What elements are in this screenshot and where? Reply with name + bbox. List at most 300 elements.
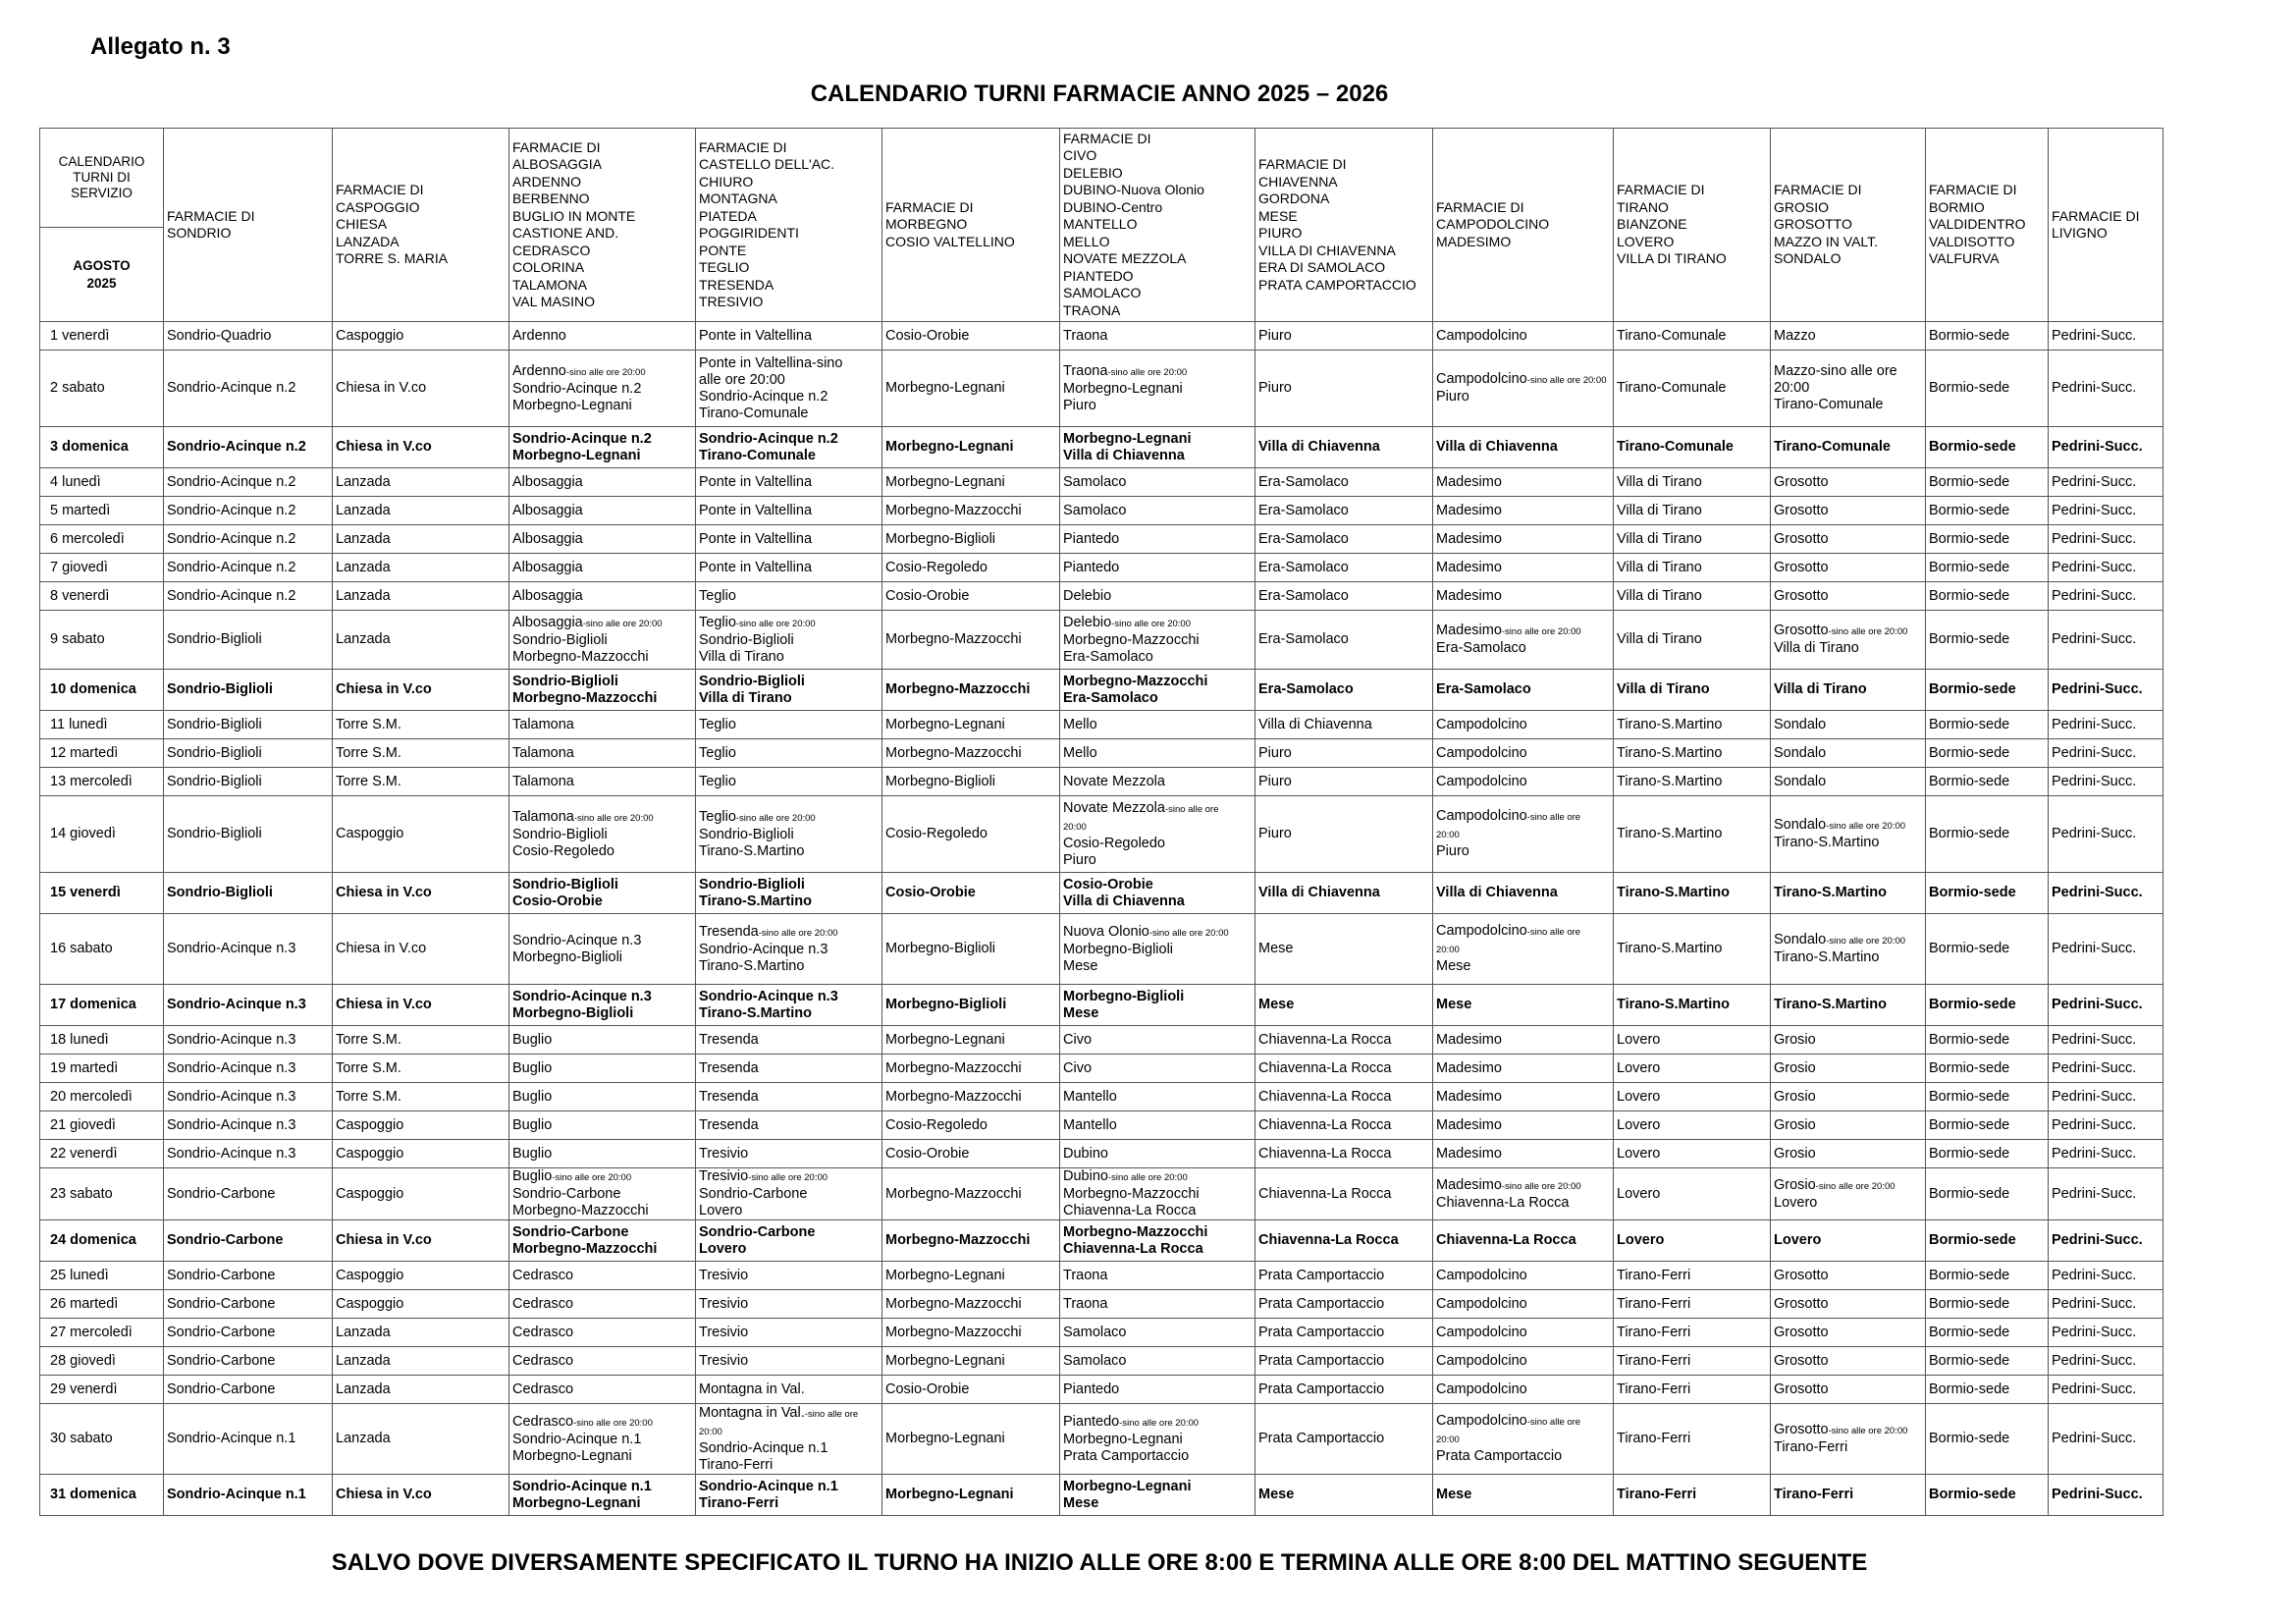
pharmacy-cell (1060, 1220, 1255, 1262)
column-header-line: CASTIONE AND. (512, 225, 619, 241)
pharmacy-name: Lovero (1617, 1116, 1661, 1133)
pharmacy-cell (509, 1140, 696, 1168)
pharmacy-name: Morbegno-Legnani (885, 439, 1014, 455)
pharmacy-name: Sondrio-Biglioli (167, 885, 273, 900)
pharmacy-name: Tirano-Ferri (699, 1456, 774, 1473)
pharmacy-name: Villa di Tirano (1617, 631, 1702, 647)
pharmacy-name: Sondrio-Carbone (167, 1324, 276, 1340)
pharmacy-name (512, 363, 692, 381)
pharmacy-cell (1614, 1111, 1771, 1140)
pharmacy-cell (882, 1475, 1060, 1516)
pharmacy-cell (2049, 1290, 2163, 1319)
pharmacy-cell (2049, 1055, 2163, 1083)
pharmacy-cell (164, 873, 333, 914)
day-cell: 23 sabato (40, 1168, 164, 1220)
pharmacy-name: Lovero (1774, 1232, 1822, 1248)
pharmacy-cell (882, 525, 1060, 554)
pharmacy-name (1436, 941, 1610, 958)
pharmacy-cell (882, 739, 1060, 768)
pharmacy-name: Tirano-Ferri (1617, 1487, 1697, 1502)
pharmacy-cell (1771, 796, 1926, 873)
pharmacy-cell (1771, 670, 1926, 711)
pharmacy-name: Sondrio-Carbone (699, 1186, 808, 1202)
pharmacy-cell (2049, 1111, 2163, 1140)
pharmacy-cell (1926, 1262, 2049, 1290)
pharmacy-name: Pedrini-Succ. (2052, 439, 2143, 455)
column-header-line: FARMACIE DI (1774, 182, 1862, 198)
pharmacy-name: Sondrio-Biglioli (512, 826, 608, 842)
pharmacy-name: Tresivio (699, 1295, 749, 1312)
pharmacy-name: Buglio (512, 1088, 553, 1105)
pharmacy-name: Chiavenna-La Rocca (1258, 1116, 1392, 1133)
pharmacy-name: Mese (1436, 1487, 1472, 1502)
pharmacy-name: Morbegno-Mazzocchi (885, 1232, 1031, 1248)
pharmacy-name: Tirano-Comunale (699, 405, 809, 421)
pharmacy-name: Sondrio-Acinque n.1 (699, 1478, 838, 1494)
pharmacy-cell (164, 351, 333, 427)
pharmacy-name-text: Cedrasco (512, 1413, 574, 1430)
pharmacy-cell (1433, 670, 1614, 711)
day-cell: 16 sabato (40, 914, 164, 985)
pharmacy-name: Morbegno-Biglioli (885, 941, 996, 956)
time-limit-note: -sino alle ore (1164, 803, 1219, 815)
pharmacy-cell (1771, 739, 1926, 768)
pharmacy-name: Piuro (1436, 843, 1469, 859)
pharmacy-name: Buglio (512, 1059, 553, 1076)
time-limit-note: -sino alle ore (1526, 1417, 1581, 1428)
pharmacy-name (1063, 818, 1252, 836)
pharmacy-name: Buglio (512, 1116, 553, 1133)
pharmacy-name-text: Nuova Olonio (1063, 923, 1149, 940)
column-header-11 (1926, 129, 2049, 322)
pharmacy-cell (1926, 796, 2049, 873)
pharmacy-cell (333, 1055, 509, 1083)
column-header-line: FARMACIE DI (1063, 130, 1151, 146)
column-header-line: FARMACIE DI (885, 198, 974, 215)
pharmacy-name: Mese (1063, 1004, 1099, 1021)
column-header-line: VALFURVA (1929, 250, 2000, 267)
pharmacy-name: Sondrio-Biglioli (699, 673, 805, 689)
pharmacy-name: Pedrini-Succ. (2052, 773, 2137, 789)
pharmacy-cell (1433, 1140, 1614, 1168)
pharmacy-cell (696, 1220, 882, 1262)
column-header-line: PRATA CAMPORTACCIO (1258, 276, 1416, 293)
pharmacy-cell (509, 497, 696, 525)
pharmacy-cell (1060, 670, 1255, 711)
pharmacy-cell (1255, 468, 1433, 497)
time-limit-note: -sino alle ore 20:00 (1501, 626, 1581, 637)
column-header-line: CHIAVENNA (1258, 173, 1338, 189)
pharmacy-name-text: Sondalo (1774, 817, 1827, 833)
column-header-line: FARMACIE DI (1617, 182, 1705, 198)
column-header-line: ARDENNO (512, 173, 582, 189)
pharmacy-cell (1060, 1319, 1255, 1347)
pharmacy-name: Morbegno-Mazzocchi (885, 1324, 1022, 1340)
pharmacy-name: Era-Samolaco (1258, 530, 1349, 547)
pharmacy-cell (509, 468, 696, 497)
time-limit-note: -sino alle ore 20:00 (1501, 1180, 1581, 1192)
day-cell: 22 venerdì (40, 1140, 164, 1168)
pharmacy-name: Grosio (1774, 1145, 1816, 1162)
pharmacy-name: Prata Camportaccio (1258, 1431, 1385, 1446)
time-limit-note: -sino alle ore (804, 1408, 859, 1420)
pharmacy-cell (1771, 554, 1926, 582)
pharmacy-name: Lovero (1617, 1145, 1661, 1162)
pharmacy-cell (1060, 468, 1255, 497)
pharmacy-cell (164, 1290, 333, 1319)
pharmacy-name: Mazzo-sino alle ore (1774, 363, 1897, 379)
column-header-line: CASTELLO DELL'AC. (699, 156, 835, 172)
pharmacy-name (699, 1168, 879, 1186)
pharmacy-cell (1060, 1083, 1255, 1111)
pharmacy-name: Lovero (699, 1203, 743, 1218)
pharmacy-name: Chiavenna-La Rocca (1258, 1031, 1392, 1048)
pharmacy-name: Villa di Tirano (1617, 502, 1702, 518)
time-limit-note: -sino alle ore 20:00 (573, 812, 654, 824)
pharmacy-name (1774, 623, 1922, 640)
pharmacy-name: Traona (1063, 1295, 1108, 1312)
footer-note: SALVO DOVE DIVERSAMENTE SPECIFICATO IL TURNO HA INIZIO ALLE ORE 8:00 E TERMINA ALLE ORE 8:00 DEL MATTINO SEGUENTE (331, 1549, 1868, 1576)
pharmacy-cell (1060, 873, 1255, 914)
pharmacy-name: Chiesa in V.co (336, 681, 432, 697)
pharmacy-cell (1771, 1220, 1926, 1262)
pharmacy-cell (1433, 711, 1614, 739)
pharmacy-cell (333, 497, 509, 525)
pharmacy-cell (2049, 768, 2163, 796)
pharmacy-name: Buglio (512, 1031, 553, 1048)
pharmacy-cell (1433, 351, 1614, 427)
pharmacy-cell (333, 1083, 509, 1111)
pharmacy-name: Bormio-sede (1929, 773, 2010, 789)
pharmacy-name: Villa di Chiavenna (1063, 893, 1185, 909)
pharmacy-name: Bormio-sede (1929, 502, 2010, 518)
pharmacy-name: Sondrio-Acinque n.3 (512, 988, 652, 1004)
pharmacy-cell (1255, 1111, 1433, 1140)
pharmacy-name: Bormio-sede (1929, 681, 2016, 697)
table-row (40, 1347, 2163, 1376)
pharmacy-cell (1255, 1026, 1433, 1055)
time-limit-note: -sino alle ore 20:00 (565, 366, 646, 378)
column-header-line: MELLO (1063, 233, 1110, 249)
pharmacy-name: Sondrio-Carbone (167, 1352, 276, 1369)
pharmacy-cell (1060, 1475, 1255, 1516)
pharmacy-name: Sondrio-Acinque n.2 (167, 473, 296, 490)
pharmacy-cell (882, 1083, 1060, 1111)
pharmacy-name: Mello (1063, 716, 1097, 732)
pharmacy-name: Morbegno-Legnani (885, 380, 1005, 396)
pharmacy-name: Sondalo (1774, 744, 1827, 761)
pharmacy-name: alle ore 20:00 (699, 371, 785, 388)
pharmacy-cell (696, 611, 882, 670)
pharmacy-name: Sondrio-Biglioli (512, 876, 618, 893)
pharmacy-cell (509, 1083, 696, 1111)
pharmacy-name: Villa di Tirano (1774, 640, 1859, 656)
pharmacy-name: Lovero (1617, 1059, 1661, 1076)
pharmacy-name: Sondrio-Biglioli (699, 631, 794, 648)
pharmacy-cell (696, 739, 882, 768)
pharmacy-cell (1614, 554, 1771, 582)
pharmacy-name-text: Grosotto (1774, 1422, 1829, 1437)
pharmacy-name: Mazzo (1774, 327, 1816, 344)
pharmacy-name: Pedrini-Succ. (2052, 473, 2137, 490)
pharmacy-cell (1771, 525, 1926, 554)
pharmacy-name: Prata Camportaccio (1258, 1295, 1385, 1312)
pharmacy-name: Pedrini-Succ. (2052, 1116, 2137, 1133)
pharmacy-name: Cosio-Regoledo (512, 842, 614, 859)
pharmacy-name: Sondrio-Biglioli (167, 681, 273, 697)
pharmacy-name: Pedrini-Succ. (2052, 885, 2143, 900)
pharmacy-name: Lovero (1617, 1031, 1661, 1048)
pharmacy-cell (1433, 1290, 1614, 1319)
pharmacy-name: Sondrio-Biglioli (699, 826, 794, 842)
pharmacy-name (1063, 924, 1252, 942)
pharmacy-name: Morbegno-Biglioli (512, 948, 623, 965)
pharmacy-name (699, 924, 879, 942)
pharmacy-cell (1926, 670, 2049, 711)
column-header-line: VALDISOTTO (1929, 233, 2015, 249)
pharmacy-name: Traona (1063, 1267, 1108, 1283)
pharmacy-name: Pedrini-Succ. (2052, 327, 2137, 344)
column-header-line: FARMACIE DI (2052, 207, 2140, 224)
pharmacy-name: Chiesa in V.co (336, 941, 427, 956)
pharmacy-name: Mese (1258, 1487, 1295, 1502)
time-limit-note: -sino alle ore 20:00 (735, 618, 816, 629)
pharmacy-cell (2049, 1475, 2163, 1516)
pharmacy-cell (509, 322, 696, 351)
pharmacy-cell (1614, 427, 1771, 468)
pharmacy-name: Piuro (1258, 826, 1292, 841)
pharmacy-name: Sondrio-Biglioli (167, 744, 262, 761)
time-limit-note: -sino alle ore 20:00 (573, 1417, 653, 1429)
pharmacy-cell (882, 1404, 1060, 1475)
pharmacy-name: Torre S.M. (336, 773, 401, 789)
column-header-line: VILLA DI TIRANO (1617, 250, 1727, 267)
pharmacy-cell (333, 1290, 509, 1319)
pharmacy-name: Morbegno-Mazzocchi (885, 681, 1031, 697)
column-header-line: TRESIVIO (699, 294, 764, 309)
column-header-9 (1614, 129, 1771, 322)
column-header-line: DUBINO-Centro (1063, 198, 1163, 215)
pharmacy-name: Morbegno-Biglioli (1063, 941, 1174, 957)
pharmacy-cell (1433, 322, 1614, 351)
pharmacy-name: Bormio-sede (1929, 439, 2016, 455)
pharmacy-name: Grosotto (1774, 473, 1829, 490)
pharmacy-name: Campodolcino (1436, 1380, 1527, 1397)
column-header-line: VILLA DI CHIAVENNA (1258, 242, 1396, 258)
pharmacy-cell (1433, 914, 1614, 985)
pharmacy-name: Tirano-S.Martino (1617, 716, 1723, 732)
pharmacy-cell (1255, 351, 1433, 427)
pharmacy-name: Villa di Tirano (1774, 681, 1867, 697)
pharmacy-cell (509, 1220, 696, 1262)
pharmacy-cell (696, 1475, 882, 1516)
pharmacy-cell (1255, 427, 1433, 468)
table-row (40, 1055, 2163, 1083)
pharmacy-name: Teglio (699, 773, 736, 789)
pharmacy-cell (1614, 1475, 1771, 1516)
pharmacy-cell (1060, 914, 1255, 985)
pharmacy-name: Morbegno-Legnani (1063, 380, 1183, 397)
pharmacy-name: Grosotto (1774, 530, 1829, 547)
pharmacy-cell (509, 1055, 696, 1083)
column-header-1 (164, 129, 333, 322)
pharmacy-name: Lovero (1774, 1194, 1818, 1211)
pharmacy-cell (164, 914, 333, 985)
pharmacy-cell (1255, 739, 1433, 768)
pharmacy-name: Pedrini-Succ. (2052, 1031, 2137, 1048)
pharmacy-name: Prata Camportaccio (1258, 1267, 1385, 1283)
pharmacy-name: Morbegno-Mazzocchi (885, 1059, 1022, 1076)
column-header-line: BERBENNO (512, 190, 590, 206)
pharmacy-name: Samolaco (1063, 1352, 1127, 1369)
pharmacy-cell (1926, 914, 2049, 985)
day-cell: 31 domenica (40, 1475, 164, 1516)
pharmacy-cell (333, 554, 509, 582)
column-header-line: FARMACIE DI (512, 138, 601, 155)
pharmacy-name (1063, 1414, 1252, 1432)
pharmacy-name: Lanzada (336, 502, 391, 518)
pharmacy-name-text: Madesimo (1436, 623, 1502, 638)
pharmacy-cell (696, 427, 882, 468)
pharmacy-name: Chiesa in V.co (336, 885, 432, 900)
pharmacy-cell (1926, 1376, 2049, 1404)
pharmacy-cell (509, 1111, 696, 1140)
pharmacy-name-text: Teglio (699, 614, 736, 630)
pharmacy-cell (882, 1376, 1060, 1404)
pharmacy-cell (1433, 1319, 1614, 1347)
pharmacy-name: Piuro (1063, 851, 1096, 868)
pharmacy-name: Pedrini-Succ. (2052, 502, 2137, 518)
time-limit-note: -sino alle ore 20:00 (1815, 1180, 1896, 1192)
pharmacy-name: Morbegno-Mazzocchi (885, 502, 1022, 518)
pharmacy-name: Bormio-sede (1929, 559, 2010, 575)
pharmacy-cell (1433, 1404, 1614, 1475)
pharmacy-name: Sondrio-Acinque n.1 (512, 1478, 652, 1494)
pharmacy-name: Bormio-sede (1929, 530, 2010, 547)
pharmacy-name: Morbegno-Legnani (885, 1031, 1005, 1048)
pharmacy-cell (1926, 768, 2049, 796)
pharmacy-cell (333, 670, 509, 711)
pharmacy-name: Caspoggio (336, 327, 404, 344)
day-cell: 24 domenica (40, 1220, 164, 1262)
table-row (40, 1083, 2163, 1111)
pharmacy-name: Chiavenna-La Rocca (1063, 1203, 1197, 1218)
pharmacy-name: Pedrini-Succ. (2052, 1267, 2137, 1283)
pharmacy-name: Morbegno-Mazzocchi (1063, 631, 1200, 648)
table-row (40, 1111, 2163, 1140)
pharmacy-name: Torre S.M. (336, 744, 401, 761)
column-header-6 (1060, 129, 1255, 322)
pharmacy-name: Madesimo (1436, 587, 1502, 604)
pharmacy-cell (1433, 739, 1614, 768)
time-limit-note: -sino alle ore 20:00 (1148, 927, 1229, 939)
pharmacy-cell (333, 914, 509, 985)
time-limit-note: 20:00 (1436, 1435, 1460, 1445)
pharmacy-cell (2049, 1220, 2163, 1262)
pharmacy-cell (882, 1026, 1060, 1055)
pharmacy-name: Sondrio-Carbone (512, 1186, 621, 1202)
column-header-line: TORRE S. MARIA (336, 250, 449, 267)
pharmacy-cell (1771, 468, 1926, 497)
pharmacy-cell (882, 1290, 1060, 1319)
pharmacy-name: Grosio (1774, 1059, 1816, 1076)
pharmacy-cell (509, 1347, 696, 1376)
pharmacy-name: Era-Samolaco (1063, 689, 1158, 706)
pharmacy-cell (333, 1111, 509, 1140)
pharmacy-name: Bormio-sede (1929, 1380, 2010, 1397)
pharmacy-name: Torre S.M. (336, 1059, 401, 1076)
pharmacy-cell (333, 1168, 509, 1220)
pharmacy-cell (333, 768, 509, 796)
pharmacy-cell (1060, 796, 1255, 873)
column-header-line: DELEBIO (1063, 164, 1123, 181)
pharmacy-name: Era-Samolaco (1258, 587, 1349, 604)
pharmacy-name: Bormio-sede (1929, 473, 2010, 490)
pharmacy-name: Bormio-sede (1929, 885, 2016, 900)
pharmacy-name (699, 615, 879, 632)
pharmacy-name: Tirano-Ferri (1617, 1295, 1691, 1312)
time-limit-note: -sino alle ore 20:00 (735, 812, 816, 824)
pharmacy-cell (696, 1404, 882, 1475)
day-cell: 30 sabato (40, 1404, 164, 1475)
pharmacy-cell (696, 1111, 882, 1140)
pharmacy-cell (696, 1026, 882, 1055)
pharmacy-cell (1771, 582, 1926, 611)
pharmacy-name-text: Sondalo (1774, 932, 1827, 947)
pharmacy-cell (1060, 1376, 1255, 1404)
pharmacy-name: Tirano-S.Martino (699, 893, 812, 909)
pharmacy-cell (882, 582, 1060, 611)
pharmacy-name-text: Tresenda (699, 923, 759, 940)
column-header-line: FARMACIE DI (699, 138, 787, 155)
pharmacy-cell (164, 582, 333, 611)
pharmacy-name: Bormio-sede (1929, 997, 2016, 1012)
pharmacy-name: Sondrio-Acinque n.2 (512, 430, 652, 447)
pharmacy-name: Cosio-Regoledo (885, 1116, 988, 1133)
pharmacy-cell (2049, 1404, 2163, 1475)
pharmacy-cell (1433, 582, 1614, 611)
time-limit-note: -sino alle ore (1526, 927, 1581, 938)
pharmacy-cell (164, 322, 333, 351)
column-header-line: GROSOTTO (1774, 216, 1852, 233)
pharmacy-cell (1771, 1111, 1926, 1140)
table-row (40, 1262, 2163, 1290)
pharmacy-cell (1060, 427, 1255, 468)
pharmacy-cell (164, 468, 333, 497)
time-limit-note: -sino alle ore 20:00 (748, 1172, 828, 1183)
column-header-line: MANTELLO (1063, 216, 1138, 233)
pharmacy-name: Pedrini-Succ. (2052, 1145, 2137, 1162)
pharmacy-name: Pedrini-Succ. (2052, 530, 2137, 547)
pharmacy-name (1774, 932, 1922, 949)
pharmacy-cell (164, 1347, 333, 1376)
pharmacy-name: Campodolcino (1436, 716, 1527, 732)
pharmacy-cell (1255, 582, 1433, 611)
pharmacy-cell (882, 796, 1060, 873)
pharmacy-cell (1614, 322, 1771, 351)
pharmacy-name: Mello (1063, 744, 1097, 761)
pharmacy-cell (2049, 1319, 2163, 1347)
column-header-line: POGGIRIDENTI (699, 225, 799, 241)
pharmacy-cell (1926, 1026, 2049, 1055)
pharmacy-name: Teglio (699, 716, 736, 732)
pharmacy-name: Bormio-sede (1929, 1431, 2010, 1446)
pharmacy-cell (1060, 351, 1255, 427)
pharmacy-cell (509, 582, 696, 611)
pharmacy-name: Grosotto (1774, 1352, 1829, 1369)
column-header-line: COLORINA (512, 259, 585, 275)
pharmacy-name: Sondrio-Carbone (167, 1232, 284, 1248)
